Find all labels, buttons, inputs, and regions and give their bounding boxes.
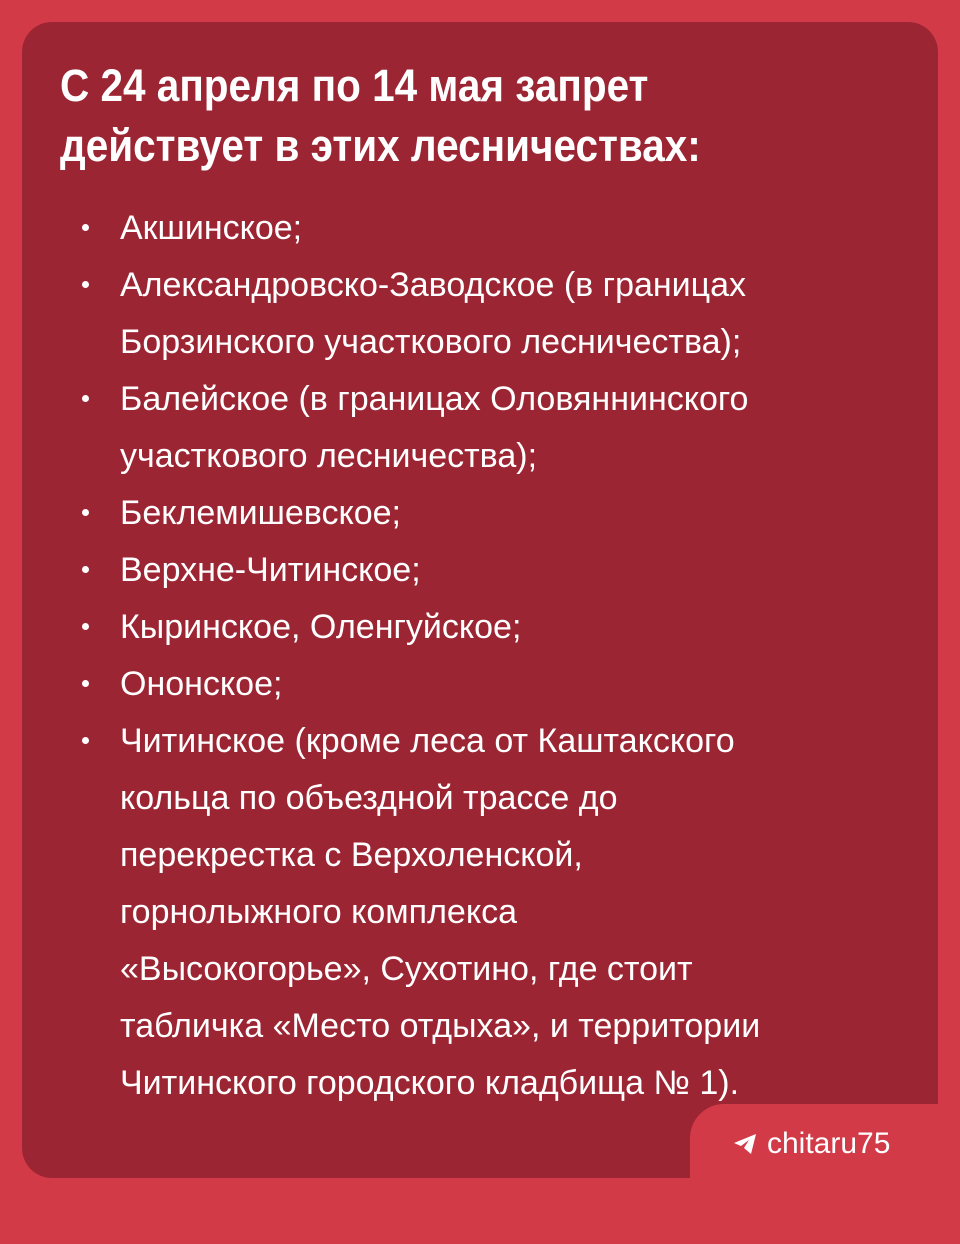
title-line-1: С 24 апреля по 14 мая запрет: [60, 60, 649, 111]
list-item-text: перекрестка с Верхоленской,: [120, 836, 583, 874]
list-item-text: Борзинского участкового лесничества);: [120, 323, 742, 361]
list-item: [80, 542, 870, 599]
bullet-icon: [82, 680, 89, 687]
telegram-icon: [733, 1133, 757, 1155]
bullet-icon: [82, 566, 89, 573]
list-item-text: Верхне-Читинское;: [120, 551, 421, 589]
list-item: [80, 656, 870, 713]
list-item: [80, 371, 870, 485]
brand-link[interactable]: [733, 1122, 890, 1166]
list-item-text: Беклемишевское;: [120, 494, 401, 532]
list-item-text: Читинского городского кладбища № 1).: [120, 1064, 740, 1102]
list-item: [80, 485, 870, 542]
forestry-list: [80, 200, 870, 1112]
bullet-icon: [82, 509, 89, 516]
bullet-icon: [82, 623, 89, 630]
list-item: [80, 713, 870, 1112]
list-item-text: участкового лесничества);: [120, 437, 538, 475]
list-item-text: Акшинское;: [120, 209, 303, 247]
list-item: [80, 200, 870, 257]
brand-handle: chitaru75: [767, 1127, 891, 1160]
list-item-text: табличка «Место отдыха», и территории: [120, 1007, 761, 1045]
list-item-text: Балейское (в границах Оловяннинского: [120, 380, 749, 418]
bullet-icon: [82, 224, 89, 231]
list-item: [80, 257, 870, 371]
list-item-text: Читинское (кроме леса от Каштакского: [120, 722, 735, 760]
list-item-text: Александровско-Заводское (в границах: [120, 266, 747, 304]
list-item-text: Кыринское, Оленгуйское;: [120, 608, 522, 646]
bullet-icon: [82, 737, 89, 744]
title-line-2: действует в этих лесничествах:: [60, 120, 701, 171]
list-item-text: Ононское;: [120, 665, 283, 703]
list-item-text: горнолыжного комплекса: [120, 893, 517, 931]
page-title: [60, 56, 834, 176]
bullet-icon: [82, 395, 89, 402]
list-item: [80, 599, 870, 656]
content-card: [22, 22, 938, 1178]
list-item-text: «Высокогорье», Сухотино, где стоит: [120, 950, 693, 988]
bullet-icon: [82, 281, 89, 288]
list-item-text: кольца по объездной трассе до: [120, 779, 618, 817]
